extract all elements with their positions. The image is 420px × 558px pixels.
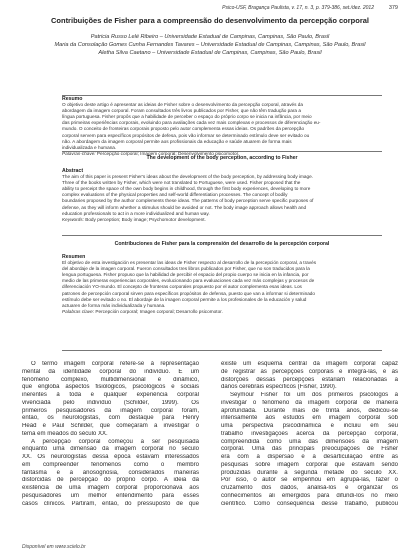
keywords-text: Percepción corporal; Imagen corporal; Desarrollo psicomotor. xyxy=(95,308,223,314)
resumo-line: das primeiras experiências corporais, evoluindo para avaliações cada vez mais complexas e processos de diferenciação eu- xyxy=(62,120,321,126)
body-line: distorções dessas percepções estariam relacionadas a xyxy=(221,376,398,383)
abstract-line: ability to perceipt the space of the own body begins in childhood, through the first body experiences, developing to more xyxy=(62,186,311,192)
body-line: que engloba aspectos fisiológicos, psicológicos e sociais xyxy=(22,384,199,391)
article-title: Contribuições de Fisher para a compreensão do desenvolvimento da percepção corporal xyxy=(50,16,369,25)
resumo-line: abordagem da imagem corporal. Foram consultados três livros publicados por Fisher, que não têm tradução para a xyxy=(62,108,301,114)
abstract-keywords xyxy=(62,217,382,223)
resumen-line: del abordaje de la imagen corporal. Fueron consultados tres libros publicados por Fisher, que no son traducidos para la xyxy=(62,266,310,272)
body-line: era com a dispersão e a desarticulação entre as xyxy=(221,454,398,460)
body-line: pesquisas sobre imagem corporal que estavam sendo xyxy=(221,461,398,468)
body-line: distorcidas de percepção do próprio corpo. A ideia da xyxy=(22,477,199,484)
body-line: pesquisadores um melhor entendimento para esses xyxy=(22,492,199,499)
body-line: existência de uma imagem corporal proporcionava aos xyxy=(22,485,199,491)
body-line: tema em meados do século XX. xyxy=(22,430,108,437)
keywords-text: Body perception; Body image; Psychomotor development. xyxy=(85,216,206,222)
body-line: fantasma e a anosognosia, considerados maneiras xyxy=(22,469,199,476)
author-list xyxy=(20,33,400,58)
body-line: fenômeno complexo, multidimensional e dinâmico, xyxy=(22,376,199,383)
body-line: existe um esquema central da imagem corporal capaz xyxy=(221,361,398,367)
resumen-line: lengua portuguesa. Fisher propuso que la habilidad de percibir el espacio del propio cuerpo se inicia en la infancia, por xyxy=(62,272,309,278)
body-line: intensamente aos estudos em imagem corporal sob xyxy=(221,415,398,422)
keywords-text: Percepção corporal; Imagem corporal; Desenvolvimento psicomotor. xyxy=(96,150,240,156)
body-line: em compreender fenômenos como o membro xyxy=(22,461,199,468)
resumen-line: diferenciación YO-mundo. El concepto de fronteras corporales propuesto por el autor complementa esas ideas. Los xyxy=(62,284,302,290)
body-line: corporal. Uma das principais preocupações de Fisher xyxy=(221,446,398,453)
page-number: 379 xyxy=(388,5,398,11)
body-line: casos clínicos. Partiram, então, do pressuposto de que xyxy=(22,500,199,507)
journal-header: Psico-USF, Bragança Paulista, v. 17, n. 3, p. 379-386, set./dez. 2012 xyxy=(222,5,374,11)
resumen-line: estímulo debe ser evitado o no. El abordaje de la imagen corporal permite a los profesionales de la educación y salud xyxy=(62,296,307,302)
body-line: enquanto uma dimensão da imagem corporal no século xyxy=(22,446,199,453)
abstract-line: boundaries proposed by the author complements these ideas. The patterns of body perception serve specific purposes of xyxy=(62,198,314,204)
body-line: de registrar as percepções corporais e integrá-las, e as xyxy=(221,368,398,375)
author-line: Patricia Russo Lelé Ribeiro – Universidade Estadual de Campinas, Campinas, São Paulo, Brasil xyxy=(90,34,330,40)
body-line: trabalho investigações acerca da percepção corporal, xyxy=(221,430,398,437)
resumen-line: actuaren de forma más individualizada y humana. xyxy=(62,302,166,308)
abstract-heading: Abstract xyxy=(62,168,84,174)
body-line: aprofundada. Durante mais de trinta anos, dedicou-se xyxy=(221,407,398,414)
resumo-line: mundo. O conceito de fronteiras corporais proposto pelo autor complementa essas ideias. Os padrões da percepção xyxy=(62,126,305,132)
abstract-block xyxy=(62,168,382,223)
resumen-block xyxy=(62,254,382,315)
keywords-label: Palavras-chave: xyxy=(62,150,96,156)
author-line: Aletha Silva Caetano – Universidade Estadual de Campinas, Campinas, São Paulo, Brasil xyxy=(98,50,322,57)
resumo-line: língua portuguesa. Fisher propôs que a habilidade de perceber o espaço do próprio corpo se inicia na infância, por meio xyxy=(62,114,312,120)
body-line: conhecimentos ali emergidos para difundi-los no meio xyxy=(221,492,398,499)
resumo-line: corporal servem para específicos propósitos de defesa, pois vão informar se determinado estímulo deve ser evitado ou xyxy=(62,132,310,138)
body-line: XX. Os neurologistas dessa época estavam interessados xyxy=(22,454,199,460)
resumo-heading: Resumo xyxy=(62,96,83,102)
body-column-right xyxy=(221,361,398,508)
body-line: compreendida como uma das dimensões da imagem xyxy=(221,438,398,445)
body-line: produzidas durante a segunda metade do século XX. xyxy=(221,469,398,476)
author-line: Maria da Consolação Gomes Cunha Fernandes Tavares – Universidade Estadual de Campinas, Campinas, São Paulo, Brasil xyxy=(54,42,366,49)
abstract-line: education professionals to act in a more individualized and human way. xyxy=(62,210,210,216)
resumo-line: não. A abordagem da imagem corporal permite aos profissionais da educação e saúde atuarem de forma mais xyxy=(62,138,292,144)
resumen-line: medio de las primeras experiencias corporales, evolucionando para evaluaciones cada vez más complejas y procesos de xyxy=(62,278,315,284)
abstract-line: complex evaluations of the physical properties and self-world differentiation processes. The concept of bodily xyxy=(62,192,288,198)
abstract-line: The aim of this paper is present Fisher's ideas about the development of the body perception, by addressing body image. xyxy=(62,174,314,180)
keywords-label: Palabras clave: xyxy=(62,308,95,314)
english-title: The development of the body perception, according to Fisher xyxy=(146,155,298,161)
divider xyxy=(62,151,382,152)
body-column-left xyxy=(22,361,199,508)
body-line: mental da identidade corporal do indivíduo. É um xyxy=(22,368,199,375)
resumen-line: patrones de percepción corporal sirven para específicos propósitos de defensa, puesto que van a informar si determinado xyxy=(62,290,316,296)
body-line: investigar o fenômeno da imagem corporal de maneira xyxy=(221,399,398,406)
body-line: danos cerebrais específicos (Fisher, 1990). xyxy=(221,384,337,391)
resumo-line: O objetivo deste artigo é apresentar as ideias de Fisher sobre o desenvolvimento da percepção corporal, através da xyxy=(62,102,304,108)
body-line: vivenciada pelo indivíduo (Schilder, 1999). Os xyxy=(22,399,199,406)
body-line: O termo imagem corporal refere-se à representação xyxy=(31,361,199,367)
body-line: A percepção corporal começou a ser pesquisada xyxy=(31,438,199,445)
divider xyxy=(62,350,382,351)
resumen-keywords xyxy=(62,309,382,315)
body-line: uma perspectiva psicodinâmica e incluiu em seu xyxy=(221,423,398,429)
body-line: cruzamento dos dados, analisá-los e organizar os xyxy=(221,485,398,491)
body-line: Head e Paul Schilder, que começaram a investigar o xyxy=(22,423,199,429)
availability-footer: Disponível em www.scielo.br xyxy=(22,544,86,550)
body-line: Por isso, o autor se empenhou em agrupá-las, fazer o xyxy=(221,477,398,484)
body-line: Seymour Fisher foi um dos primeiros psicólogos a xyxy=(230,392,398,398)
spanish-title: Contribuciones de Fisher para la comprensión del desarrollo de la percepción corporal xyxy=(114,241,330,247)
divider xyxy=(62,235,382,236)
body-line: primeiros pesquisadores da imagem corporal foram, xyxy=(22,407,199,414)
body-line: inerentes à toda e qualquer experiência corporal xyxy=(22,392,199,398)
body-line: então, os neurologistas, com destaque para Henry xyxy=(22,415,199,422)
resumen-line: El objetivo de esta investigación es presentar las ideas de Fisher respecto al desarrollo de la percepción corporal, a través xyxy=(62,260,317,266)
abstract-line: Three of the books written by Fisher, which were not translated to Portuguese, were used. Fisher proposed that the xyxy=(62,180,301,186)
body-line: científico. Como consequência desse trabalho, publicou xyxy=(221,500,398,507)
resumen-heading: Resumen xyxy=(62,254,86,260)
resumo-line: individualizada e humana. xyxy=(62,144,117,150)
abstract-line: defense, as they will inform whether a stimulus should be avoided or not. The body image approach allows health and xyxy=(62,204,307,210)
resumo-block xyxy=(62,96,382,157)
keywords-label: Keywords: xyxy=(62,216,84,222)
